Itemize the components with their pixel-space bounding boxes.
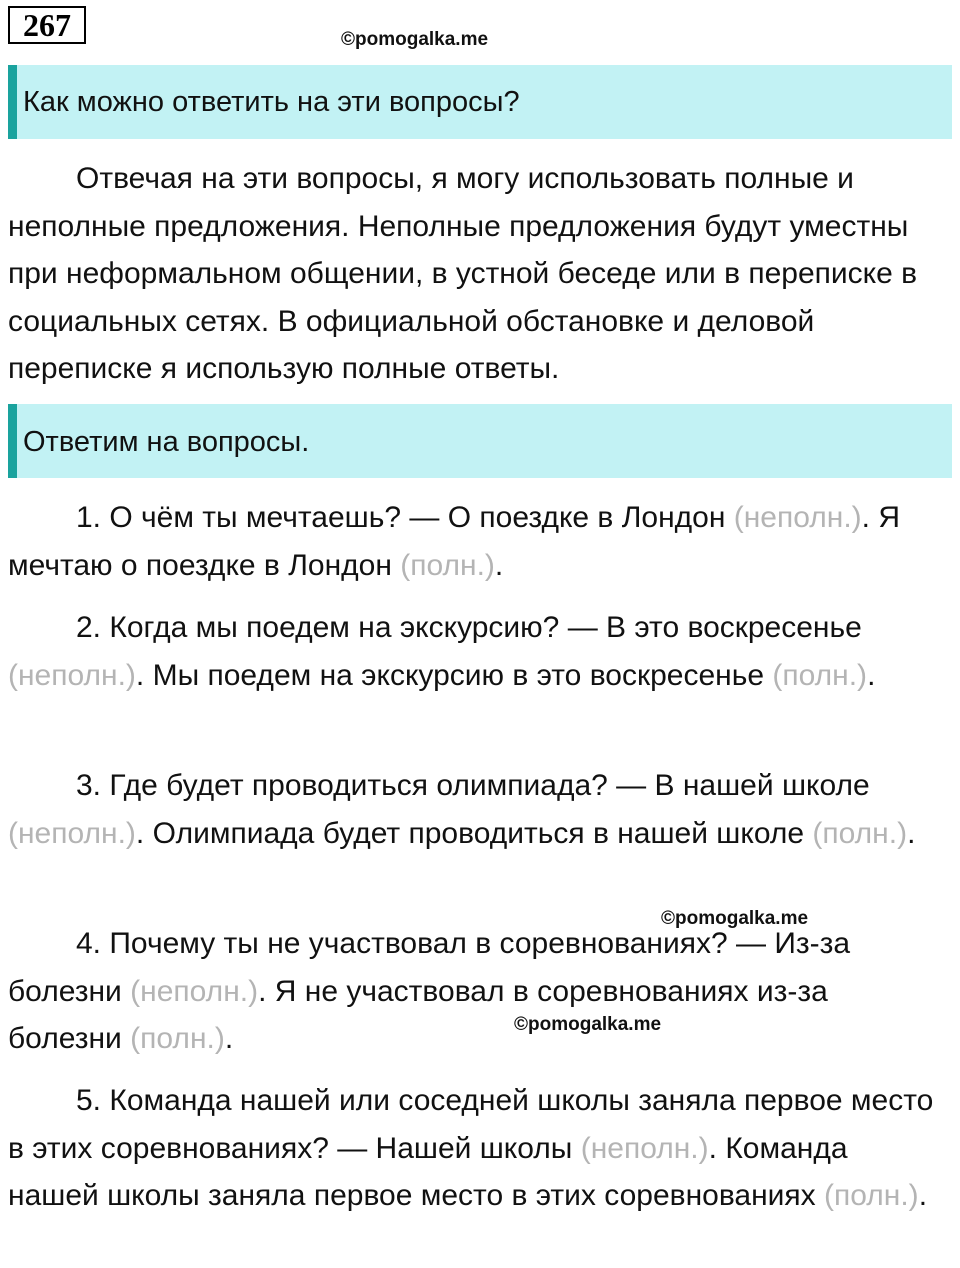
full-answer: Олимпиада будет проводиться в нашей школе bbox=[152, 816, 805, 850]
intro-paragraph: Отвечая на эти вопросы, я могу использовать полные и неполные предложения. Неполные предложения будут уместны при неформальном общении, в устной беседе или в переписке в социальных сетях. В официальной обстановке и деловой переписке я использую полные ответы. bbox=[8, 162, 918, 385]
watermark: ©pomogalka.me bbox=[341, 29, 489, 50]
short-answer: Нашей школы bbox=[375, 1131, 573, 1165]
section-heading: Как можно ответить на эти вопросы? bbox=[8, 65, 952, 139]
incomplete-note: (неполн.) bbox=[580, 1131, 709, 1165]
answer-item: 2. Когда мы поедем на экскурсию? — В это воскресенье (неполн.). Мы поедем на экскурсию в это воскресенье (полн.). bbox=[8, 611, 876, 692]
full-answer: Мы поедем на экскурсию в это воскресенье bbox=[152, 658, 765, 692]
question-text: 4. Почему ты не участвовал в соревнованиях? bbox=[76, 927, 728, 960]
answer-item: 5. Команда нашей или соседней школы заняла первое место в этих соревнованиях? — Нашей школы (неполн.). Команда нашей школы заняла первое место в этих соревнованиях (полн.). bbox=[8, 1084, 934, 1212]
short-answer: В это воскресенье bbox=[606, 611, 862, 644]
full-answer: Команда нашей школы заняла первое место в этих соревнованиях bbox=[8, 1131, 848, 1212]
complete-note: (полн.) bbox=[130, 1022, 225, 1055]
full-answer: Я мечтаю о поездке в Лондон bbox=[8, 501, 901, 582]
complete-note: (полн.) bbox=[812, 816, 908, 850]
incomplete-note: (неполн.) bbox=[733, 501, 862, 534]
question-text: 2. Когда мы поедем на экскурсию? bbox=[76, 611, 560, 644]
question-text: 3. Где будет проводиться олимпиада? bbox=[76, 769, 608, 802]
short-answer: Из-за болезни bbox=[8, 927, 851, 1008]
watermark: ©pomogalka.me bbox=[661, 908, 809, 929]
full-answer: Я не участвовал в соревнованиях из-за болезни bbox=[8, 974, 828, 1055]
watermark: ©pomogalka.me bbox=[514, 1014, 662, 1035]
answer-item: 4. Почему ты не участвовал в соревнованиях? — Из-за болезни (неполн.). Я не участвовал в соревнованиях из-за болезни (полн.). bbox=[8, 927, 851, 1055]
section-heading: Ответим на вопросы. bbox=[8, 404, 952, 478]
complete-note: (полн.) bbox=[400, 548, 495, 582]
incomplete-note: (неполн.) bbox=[130, 974, 259, 1008]
answer-item: 1. О чём ты мечтаешь? — О поездке в Лондон (неполн.). Я мечтаю о поездке в Лондон (полн.). bbox=[8, 501, 901, 582]
complete-note: (полн.) bbox=[772, 658, 868, 692]
task-number: 267 bbox=[8, 6, 86, 44]
incomplete-note: (неполн.) bbox=[8, 658, 136, 692]
short-answer: О поездке в Лондон bbox=[447, 501, 726, 534]
short-answer: В нашей школе bbox=[654, 769, 870, 802]
answer-item: 3. Где будет проводиться олимпиада? — В нашей школе (неполн.). Олимпиада будет проводиться в нашей школе (полн.). bbox=[8, 769, 916, 850]
complete-note: (полн.) bbox=[824, 1179, 919, 1212]
incomplete-note: (неполн.) bbox=[8, 816, 136, 850]
question-text: 1. О чём ты мечтаешь? bbox=[76, 501, 402, 534]
question-text: 5. Команда нашей или соседней школы заняла первое место в этих соревнованиях? bbox=[8, 1084, 934, 1165]
